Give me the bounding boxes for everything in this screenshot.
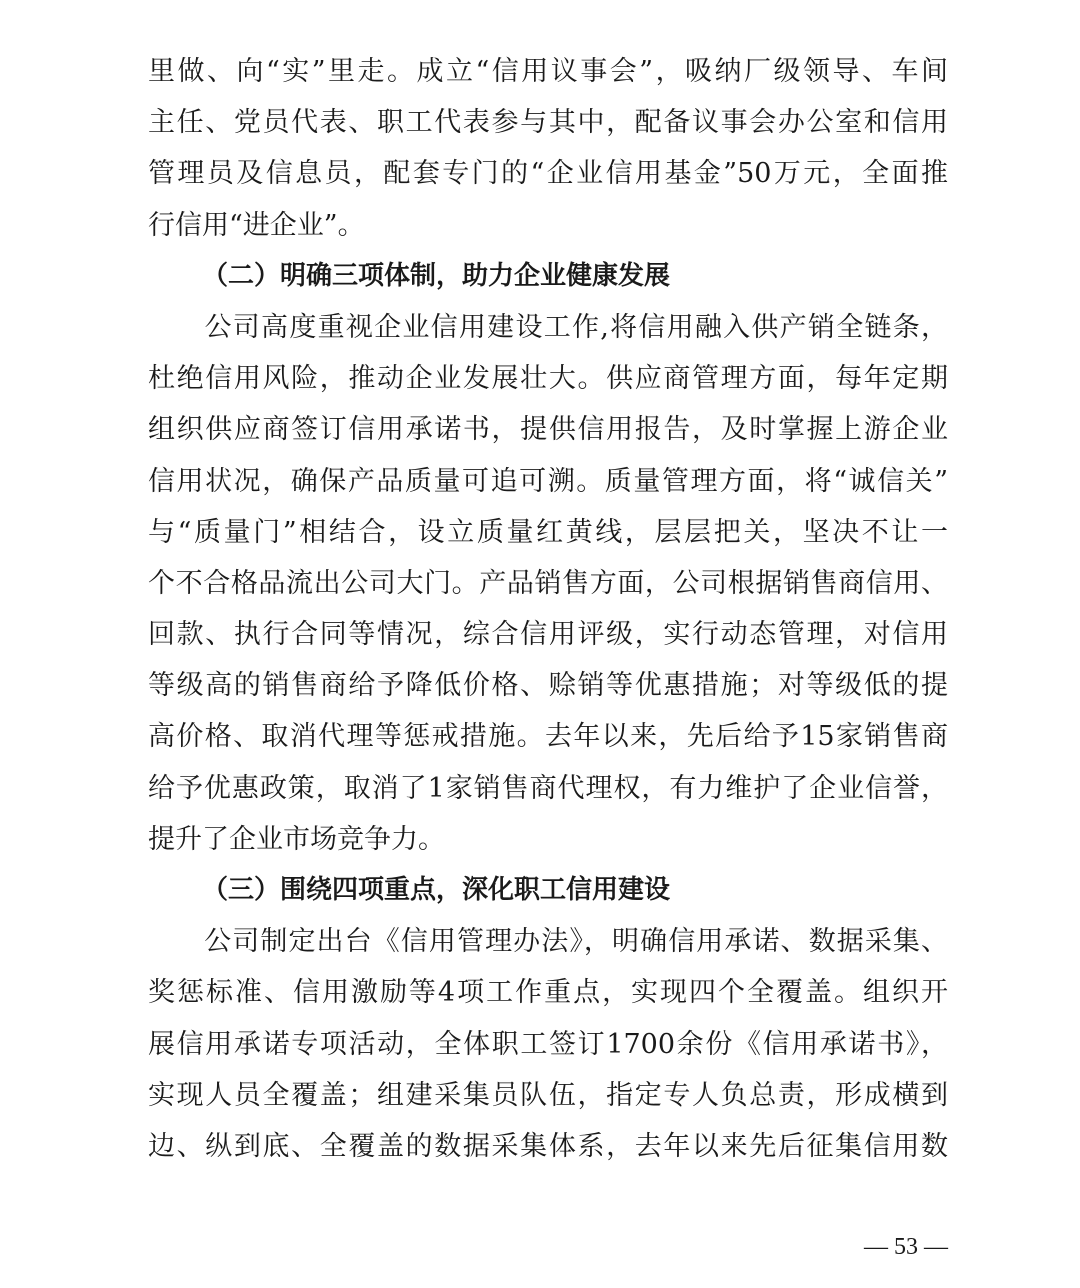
- text-line: 边、纵到底、全覆盖的数据采集体系，去年以来先后征集信用数: [148, 1130, 948, 1162]
- text-line: 公司制定出台《信用管理办法》，明确信用承诺、数据采集、: [148, 926, 948, 958]
- text-line: 杜绝信用风险，推动企业发展壮大。供应商管理方面，每年定期: [148, 363, 948, 395]
- text-line: 个不合格品流出公司大门。产品销售方面，公司根据销售商信用、: [148, 567, 948, 599]
- text-line: 等级高的销售商给予降低价格、赊销等优惠措施；对等级低的提: [148, 670, 948, 702]
- text-line: 给予优惠政策，取消了1家销售商代理权，有力维护了企业信誉，: [148, 772, 948, 804]
- text-line: 管理员及信息员，配套专门的“企业信用基金”50万元，全面推: [148, 158, 948, 190]
- text-line: 高价格、取消代理等惩戒措施。去年以来，先后给予15家销售商: [148, 721, 948, 753]
- text-line: 提升了企业市场竞争力。: [148, 823, 445, 855]
- text-line: 组织供应商签订信用承诺书，提供信用报告，及时掌握上游企业: [148, 414, 948, 446]
- page-number: — 53 —: [864, 1234, 948, 1260]
- text-line: 回款、执行合同等情况，综合信用评级，实行动态管理，对信用: [148, 619, 948, 651]
- text-line: 展信用承诺专项活动，全体职工签订1700余份《信用承诺书》，: [148, 1028, 948, 1060]
- text-line: 行信用“进企业”。: [148, 209, 365, 241]
- text-line: 里做、向“实”里走。成立“信用议事会”，吸纳厂级领导、车间: [148, 56, 948, 87]
- text-line: 奖惩标准、信用激励等4项工作重点，实现四个全覆盖。组织开: [148, 977, 948, 1009]
- document-body: [148, 46, 948, 1172]
- section-heading: （三）围绕四项重点，深化职工信用建设: [202, 875, 671, 905]
- text-line: 主任、党员代表、职工代表参与其中，配备议事会办公室和信用: [148, 107, 948, 139]
- section-heading: （二）明确三项体制，助力企业健康发展: [202, 260, 671, 291]
- text-line: 公司高度重视企业信用建设工作,将信用融入供产销全链条，: [148, 311, 948, 343]
- text-line: 与“质量门”相结合，设立质量红黄线，层层把关，坚决不让一: [148, 516, 948, 548]
- text-line: 信用状况，确保产品质量可追可溯。质量管理方面，将“诚信关”: [148, 465, 948, 497]
- text-line: 实现人员全覆盖；组建采集员队伍，指定专人负总责，形成横到: [148, 1079, 948, 1111]
